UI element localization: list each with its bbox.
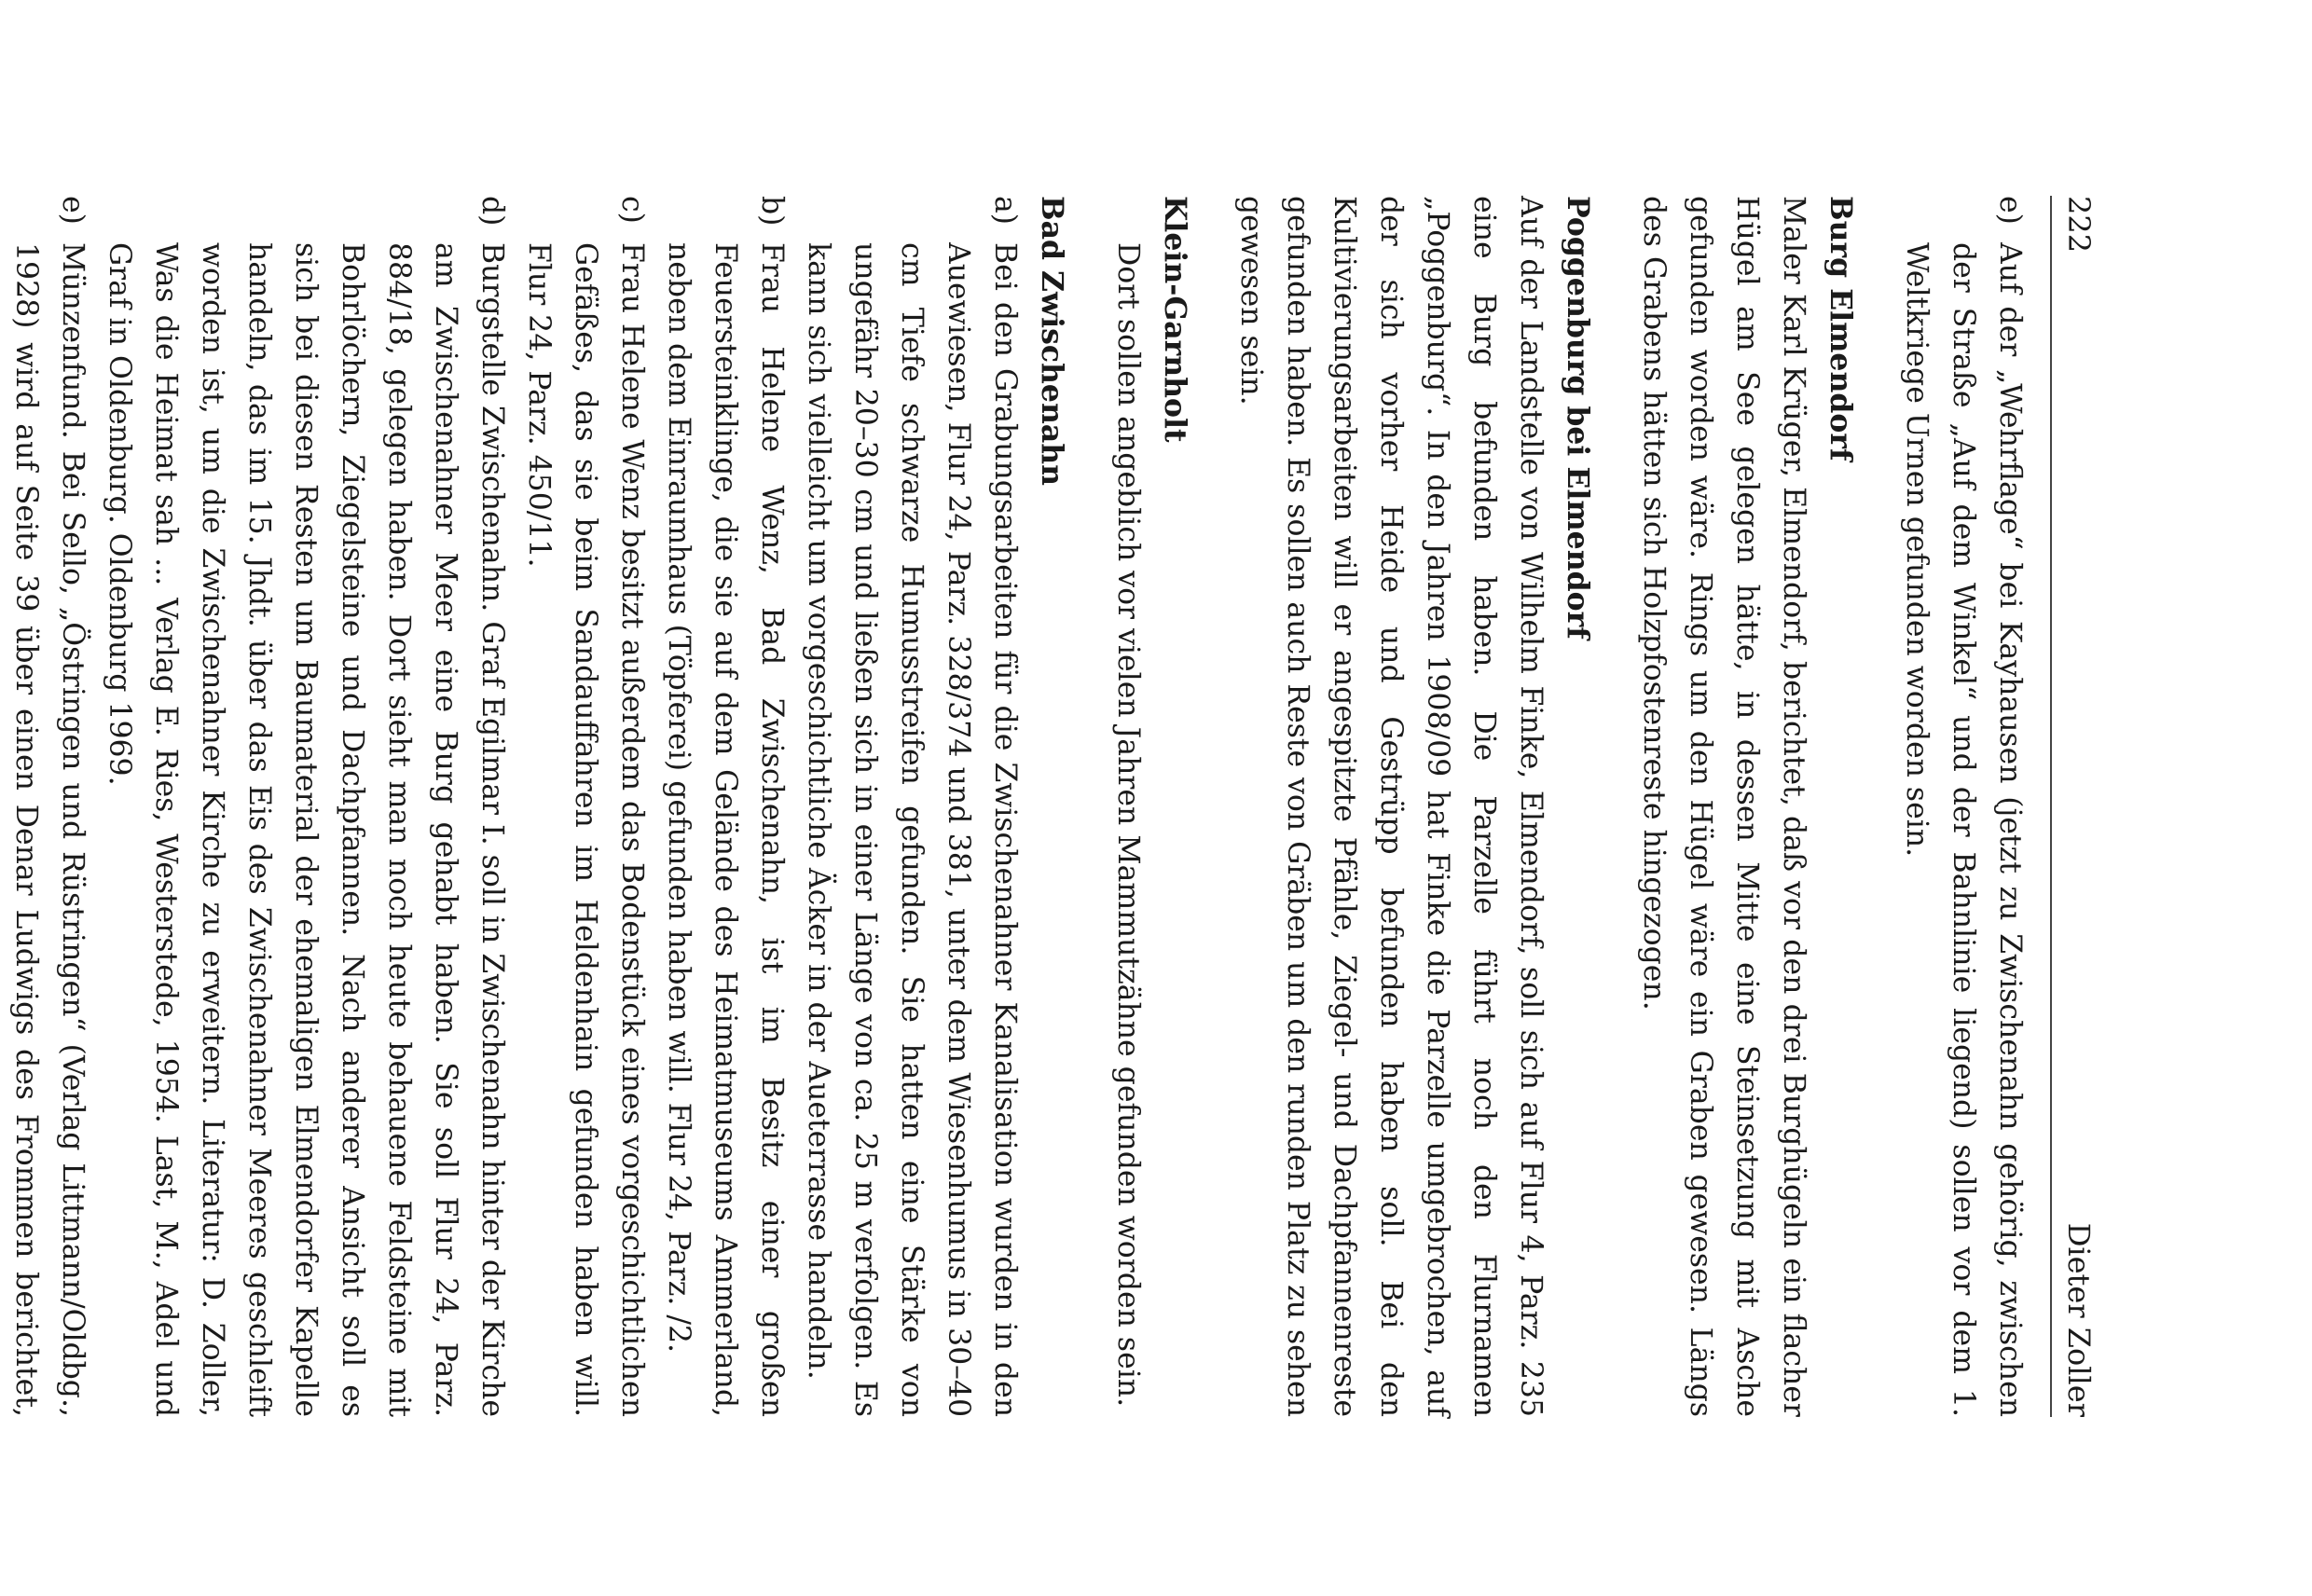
section-paragraph: Dort sollen angeblich vor vielen Jahren Mammutzähne gefunden worden sein. <box>1111 242 1145 1408</box>
entry-label: b) <box>755 196 789 227</box>
entry-text: Frau Helene Wenz, Bad Zwischenahn, ist im Besitz einer großen Feuersteinklinge, die sie auf dem Gelände des Heimatmuseums Ammerland, neben dem Einraumhaus (Töpferei) gefunden haben will. Flur 24, Parz. /2. <box>662 242 789 1417</box>
entry-a <box>795 196 1028 1417</box>
running-author: Dieter Zoller <box>2061 1222 2097 1417</box>
section-heading: Bad Zwischenahn <box>1035 196 1069 487</box>
section-heading: Klein-Garnholt <box>1158 196 1192 443</box>
entry-b <box>655 196 795 1417</box>
entry-d <box>96 196 516 1417</box>
header-rule <box>2050 196 2052 1417</box>
entry-text: Frau Helene Wenz besitzt außerdem das Bodenstück eines vorgeschichtlichen Gefäßes, das sie beim Sandauffahren im Heldenhain gefunden haben will. Flur 24, Parz. 450/11. <box>522 242 649 1417</box>
section-burg-elmendorf <box>1631 196 1864 1417</box>
rotated-document-page <box>9 196 2102 1417</box>
entry-text: Bei den Grabungsarbeiten für die Zwischenahner Kanalisation wurden in den Auewiesen, Flur 24, Parz. 328/374 und 381, unter dem Wiesenhumus in 30–40 cm Tiefe schwarze Humusstreifen gefunden. Sie hatten eine Stärke von ungefähr 20–30 cm und ließen sich in einer Länge von ca. 25 m verfolgen. Es kann sich vielleicht um vorgeschichtliche Äcker in der Aueterrasse handeln. <box>802 242 1022 1417</box>
page-header <box>2056 196 2102 1417</box>
entry-text: Auf der „Wehrflage“ bei Kayhausen (jetzt zu Zwischenahn gehörig, zwischen der Straße „Auf dem Winkel“ und der Bahnlinie liegend) sollen vor dem 1. Weltkriege Urnen gefunden worden sein. <box>1900 242 2027 1417</box>
entry-label: e) <box>56 196 89 225</box>
entry-label: c) <box>615 196 649 224</box>
section-heading: Burg Elmendorf <box>1823 196 1858 461</box>
entry-c <box>516 196 655 1417</box>
entry-label: e) <box>1993 196 2027 225</box>
section-heading: Poggenburg bei Elmendorf <box>1561 196 1595 640</box>
section-poggenburg <box>1228 196 1601 1417</box>
entry-label: d) <box>475 196 509 227</box>
section-bad-zwischenahn <box>0 196 1075 1417</box>
entry-e <box>0 196 96 1417</box>
entry-text: Burgstelle Zwischenahn. Graf Egilmar I. soll in Zwischenahn hinter der Kirche am Zwischenahner Meer eine Burg gehabt haben. Sie soll Flur 24, Parz. 884/18, gelegen haben. Dort sieht man noch heute behauene Feldsteine mit Bohrlöchern, Ziegelsteine und Dachpfannen. Nach anderer Ansicht soll es sich bei diesen Resten um Baumaterial der ehemaligen Elmendorfer Kapelle handeln, das im 15. Jhdt. über das Eis des Zwischenahner Meeres geschleift worden ist, um die Zwischenahner Kirche zu erweitern. Literatur: D. Zoller, Was die Heimat sah ... Verlag E. Ries, Westerstede, 1954. Last, M., Adel und Graf in Oldenburg. Oldenburg 1969. <box>103 242 509 1417</box>
entry-text: Münzenfund. Bei Sello, „Östringen und Rüstringen“ (Verlag Littmann/Oldbg., 1928) wird auf Seite 39 über einen Denar Ludwigs des Frommen berichtet, <box>9 242 89 1417</box>
section-paragraph: Maler Karl Krüger, Elmendorf, berichtet, daß vor den drei Burghügeln ein flacher Hügel am See gelegen hätte, in dessen Mitte eine Steinsetzung mit Asche gefunden worden wäre. Rings um den Hügel wäre ein Graben gewesen. Längs des Grabens hätten sich Holzpfostenreste hingezogen. <box>1637 196 1810 1417</box>
entry-e-kayhausen <box>1893 196 2033 1417</box>
section-klein-garnholt <box>1105 196 1198 1417</box>
section-paragraph: Auf der Landstelle von Wilhelm Finke, Elmendorf, soll sich auf Flur 4, Parz. 235 eine Burg befunden haben. Die Parzelle führt noch den Flurnamen „Poggenburg“. In den Jahren 1908/09 hat Finke die Parzelle umgebrochen, auf der sich vorher Heide und Gestrüpp befunden haben soll. Bei den Kultivierungsarbeiten will er angespitzte Pfähle, Ziegel- und Dachpfannenreste gefunden haben. Es sollen auch Reste von Gräben um den runden Platz zu sehen gewesen sein. <box>1234 196 1548 1417</box>
entry-label: a) <box>988 196 1022 226</box>
page-number: 222 <box>2061 196 2097 254</box>
